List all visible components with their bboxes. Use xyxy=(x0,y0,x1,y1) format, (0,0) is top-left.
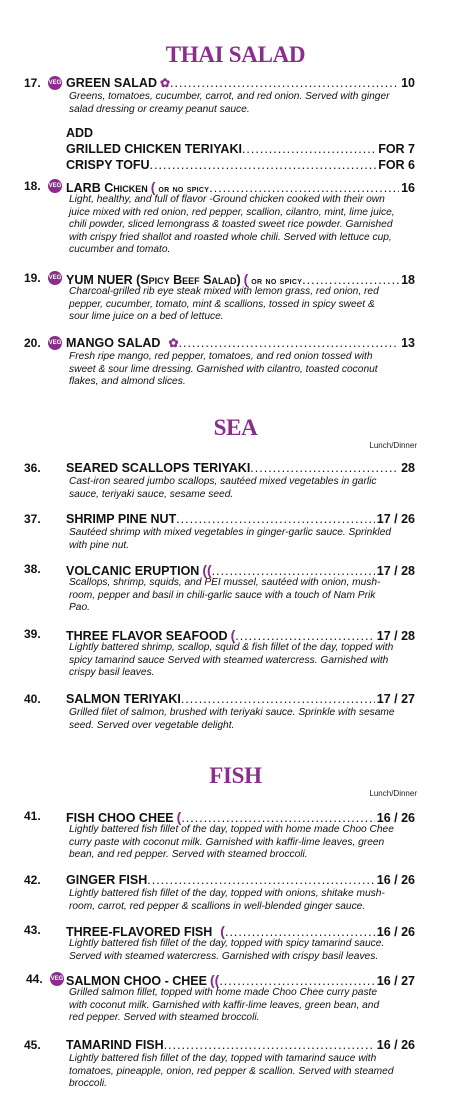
veg-badge-icon: VEG xyxy=(50,972,64,986)
item-number: 36. xyxy=(24,461,41,475)
item-number: 41. xyxy=(24,809,41,823)
item-price: 16 / 26 xyxy=(376,1038,415,1052)
item-number: 38. xyxy=(24,562,41,576)
leader-dots xyxy=(235,629,375,643)
chili-icon: (( xyxy=(202,562,212,578)
item-price: 13 xyxy=(401,336,415,350)
item-price: 17 / 26 xyxy=(376,512,415,526)
add-option-name: CRISPY TOFU xyxy=(66,158,150,172)
item-name: YUM NUER (Spicy Beef Salad) xyxy=(66,273,241,287)
spicy-option: or no spicy xyxy=(251,276,303,287)
add-label: ADD xyxy=(66,126,94,140)
chili-icon: ( xyxy=(230,627,236,643)
item-price: 16 / 26 xyxy=(376,873,415,887)
leader-dots xyxy=(170,76,399,90)
item-description: Grilled filet of salmon, brushed with teriyaki sauce. Sprinkle with sesame seed. Served over vegetable delight. xyxy=(69,707,395,731)
item-name: THREE-FLAVORED FISH xyxy=(66,925,213,939)
add-options xyxy=(66,126,415,174)
item-description: Lightly battered shrimp, scallop, squid & fish fillet of the day, topped with spicy tamarind sauce Served with steamed watercress. Garnished with crispy basil leaves. xyxy=(69,642,394,679)
item-price: 18 xyxy=(401,273,415,287)
item-number: 18. xyxy=(24,179,41,193)
item-number: 45. xyxy=(24,1038,41,1052)
veg-badge-icon: VEG xyxy=(48,179,62,193)
leader-dots xyxy=(181,811,374,825)
item-number: 42. xyxy=(24,873,41,887)
item-price: 28 xyxy=(401,461,415,475)
item-description: Light, healthy, and full of flavor -Ground chicken cooked with their own juice mixed with red onion, red pepper, scallion, cilantro, mint, lime juice, chili powder, sliced lemongrass & toasted sweet rice powder. Garnished with crispy fried shallot and roasted whole chili. Served with lettuce cup, cucumber and tomato. xyxy=(69,194,395,256)
flower-icon: ✿ xyxy=(168,336,179,350)
item-description: Scallops, shrimp, squids, and PEI mussel, sautéed with onion, mush- room, pepper and basil in chili-garlic sauce with a touch of Nam Prik Pao. xyxy=(69,577,381,614)
column-header-lunch-dinner: Lunch/Dinner xyxy=(369,789,417,798)
item-price: 16 / 27 xyxy=(376,974,415,988)
chili-icon: ( xyxy=(220,923,225,939)
item-description: Fresh ripe mango, red pepper, tomatoes, and red onion tossed with sweet & sour lime dressing. Garnished with cilantro, toasted coconut flakes, and almond slices. xyxy=(69,351,378,388)
item-price: 16 xyxy=(401,181,415,195)
column-header-lunch-dinner: Lunch/Dinner xyxy=(369,441,417,450)
item-description: Grilled salmon fillet, topped with home made Choo Chee curry paste with coconut milk. Garnished with kaffir-lime leaves, green bean, and red pepper. Served with steamed broccoli. xyxy=(69,987,380,1024)
leader-dots xyxy=(242,142,376,156)
item-description: Greens, tomatoes, cucumber, carrot, and red onion. Served with ginger salad dressing or creamy peanut sauce. xyxy=(69,91,390,115)
leader-dots xyxy=(181,692,375,706)
leader-dots xyxy=(250,461,399,475)
item-price: 17 / 28 xyxy=(376,629,415,643)
flower-icon: ✿ xyxy=(159,76,171,90)
item-name: TAMARIND FISH xyxy=(66,1038,164,1052)
item-description: Lightly battered fish fillet of the day, topped with home made Choo Chee curry paste with coconut milk. Garnished with kaffir-lime leaves, green bean, and red pepper. Served with steamed broccoli. xyxy=(69,824,394,861)
leader-dots xyxy=(147,873,375,887)
item-description: Lightly battered fish fillet of the day, topped with spicy tamarind sauce. Served with steamed watercress. Garnished with crispy basil leaves. xyxy=(69,938,385,962)
item-name: GREEN SALAD xyxy=(66,76,157,90)
item-name: THREE FLAVOR SEAFOOD xyxy=(66,629,228,643)
section-title-sea: SEA xyxy=(213,415,258,440)
leader-dots xyxy=(225,925,375,939)
add-option-name: GRILLED CHICKEN TERIYAKI xyxy=(66,142,242,156)
leader-dots xyxy=(212,564,375,578)
item-number: 39. xyxy=(24,627,41,641)
item-price: 16 / 26 xyxy=(376,811,415,825)
item-name: MANGO SALAD xyxy=(66,336,161,350)
item-name: SALMON CHOO - CHEE xyxy=(66,974,207,988)
veg-badge-icon: VEG xyxy=(48,336,62,350)
item-number: 37. xyxy=(24,512,41,526)
item-description: Charcoal-grilled rib eye steak mixed with lemon grass, red onion, red pepper, cucumber, tomato, mint & scallions, tossed in spicy sweet & sour lime juice on a bed of lettuce. xyxy=(69,286,379,323)
item-description: Cast-iron seared jumbo scallops, sautéed mixed vegetables in garlic sauce, teriyaki sauce, sesame seed. xyxy=(69,476,377,500)
item-description: Sautéed shrimp with mixed vegetables in ginger-garlic sauce. Sprinkled with pine nut. xyxy=(69,527,392,551)
leader-dots xyxy=(179,336,400,350)
leader-dots xyxy=(176,512,375,526)
item-name: SHRIMP PINE NUT xyxy=(66,512,177,526)
item-number: 44. xyxy=(26,972,43,986)
item-price: 17 / 27 xyxy=(376,692,415,706)
spicy-option: or no spicy xyxy=(158,184,210,195)
item-number: 40. xyxy=(24,692,41,706)
item-price: 10 xyxy=(401,76,415,90)
item-name: VOLCANIC ERUPTION xyxy=(66,564,200,578)
leader-dots xyxy=(150,158,377,172)
item-name: FISH CHOO CHEE xyxy=(66,811,174,825)
item-price: 17 / 28 xyxy=(376,564,415,578)
item-number: 17. xyxy=(24,76,41,90)
add-option-price: FOR 7 xyxy=(378,142,415,156)
item-name: SALMON TERIYAKI xyxy=(66,692,181,706)
chili-icon: ( xyxy=(176,809,182,825)
leader-dots xyxy=(209,181,399,195)
chili-icon: (( xyxy=(209,972,220,988)
chili-icon: ( xyxy=(243,271,249,287)
veg-badge-icon: VEG xyxy=(48,271,62,285)
item-description: Lightly battered fish fillet of the day, topped with onions, shitake mush- room, carrot, red pepper & scallions in well-blended ginger sauce. xyxy=(69,888,385,912)
section-title-fish: FISH xyxy=(209,763,262,788)
item-number: 19. xyxy=(24,271,41,285)
veg-badge-icon: VEG xyxy=(48,76,62,90)
add-option-price: FOR 6 xyxy=(378,158,415,172)
leader-dots xyxy=(302,273,399,287)
item-price: 16 / 26 xyxy=(376,925,415,939)
item-description: Lightly battered fish fillet of the day, topped with tamarind sauce with tomatoes, pineapple, onion, red pepper & scallion. Served with steamed broccoli. xyxy=(69,1053,394,1090)
item-number: 43. xyxy=(24,923,41,937)
item-name: SEARED SCALLOPS TERIYAKI xyxy=(66,461,251,475)
chili-icon: ( xyxy=(150,179,156,195)
section-title-thai-salad: THAI SALAD xyxy=(165,42,306,67)
leader-dots xyxy=(164,1038,375,1052)
leader-dots xyxy=(219,974,374,988)
item-number: 20. xyxy=(24,336,41,350)
item-name: GINGER FISH xyxy=(66,873,148,887)
item-name: LARB Chicken xyxy=(66,181,148,195)
